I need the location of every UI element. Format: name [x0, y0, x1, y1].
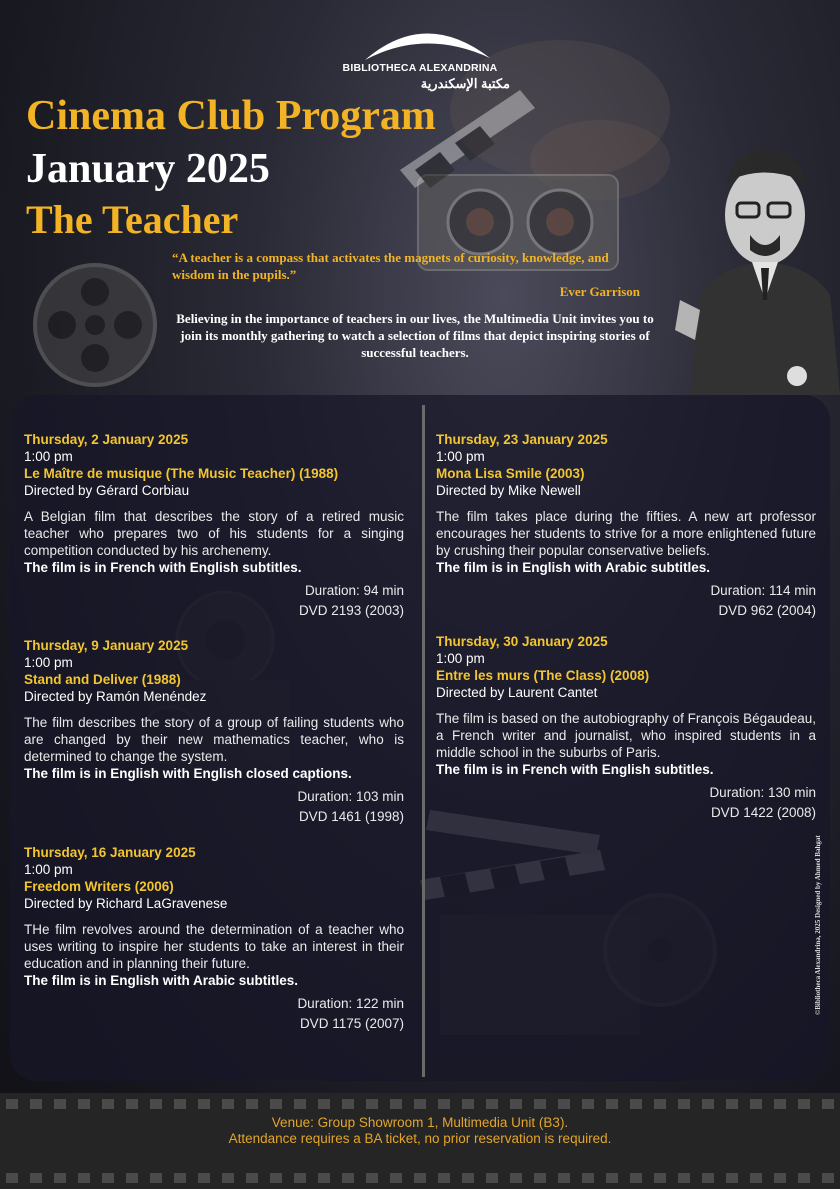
- film-title: Stand and Deliver (1988): [24, 672, 181, 687]
- logo: [330, 18, 510, 98]
- quote-text: “A teacher is a compass that activates the magnets of curiosity, knowledge, and wisdom in the pupils.”: [172, 250, 609, 282]
- film-description: The film takes place during the fifties. A new art professor encourages her students to strive for a more enlightened future by crushing their popular conservative beliefs.: [436, 509, 816, 558]
- film-time: 1:00 pm: [24, 449, 73, 464]
- teacher-illustration: [675, 150, 840, 395]
- film-dvd: DVD 1422 (2008): [710, 805, 816, 820]
- film-entry-1: [24, 431, 404, 619]
- film-dvd: DVD 962 (2004): [718, 603, 816, 618]
- film-duration: Duration: 122 min: [297, 996, 404, 1011]
- film-description: The film describes the story of a group of failing students who are changed by their new mathematics teacher, who is determined to change the system.: [24, 715, 404, 764]
- film-director: Directed by Gérard Corbiau: [24, 483, 190, 498]
- film-date: Thursday, 23 January 2025: [436, 432, 608, 447]
- film-entry-3: [24, 844, 404, 1032]
- film-title: Mona Lisa Smile (2003): [436, 466, 585, 481]
- film-time: 1:00 pm: [436, 449, 485, 464]
- film-description: A Belgian film that describes the story of a retired music teacher who prepares two of his students for a singing competition conducted by his archenemy.: [24, 509, 404, 558]
- attendance-text: Attendance requires a BA ticket, no prior reservation is required.: [228, 1131, 612, 1146]
- film-time: 1:00 pm: [24, 655, 73, 670]
- credit-text: ©Bibliotheca Alexandrina, 2025 Designed by Ahmed Bahgat: [814, 835, 822, 1015]
- film-language: The film is in English with English closed captions.: [24, 766, 352, 781]
- logo-name-ar: مكتبة الإسكندرية: [420, 76, 510, 91]
- film-date: Thursday, 30 January 2025: [436, 634, 608, 649]
- film-title: Freedom Writers (2006): [24, 879, 174, 894]
- film-dvd: DVD 1175 (2007): [299, 1016, 404, 1031]
- film-director: Directed by Ramón Menéndez: [24, 689, 207, 704]
- film-date: Thursday, 9 January 2025: [24, 638, 189, 653]
- quote-author: Ever Garrison: [559, 284, 640, 299]
- film-duration: Duration: 130 min: [709, 785, 816, 800]
- library-arch-icon: [330, 18, 510, 66]
- film-duration: Duration: 94 min: [304, 583, 404, 598]
- film-entry-2: [24, 637, 404, 825]
- venue-text: Venue: Group Showroom 1, Multimedia Unit (B3).: [271, 1115, 569, 1130]
- film-language: The film is in English with Arabic subtitles.: [436, 560, 711, 575]
- film-duration: Duration: 114 min: [710, 583, 816, 598]
- film-language: The film is in French with English subtitles.: [24, 560, 302, 575]
- film-language: The film is in French with English subtitles.: [436, 762, 714, 777]
- film-description: THe film revolves around the determination of a teacher who uses writing to inspire her students to take an interest in their education and in planning their future.: [24, 922, 404, 971]
- film-director: Directed by Richard LaGravenese: [24, 896, 228, 911]
- film-duration: Duration: 103 min: [297, 789, 404, 804]
- logo-name-en: BIBLIOTHECA ALEXANDRINA: [342, 62, 498, 74]
- film-title: Le Maître de musique (The Music Teacher) (1988): [24, 466, 339, 481]
- film-entry-4: [436, 431, 816, 619]
- film-time: 1:00 pm: [24, 862, 73, 877]
- film-language: The film is in English with Arabic subtitles.: [24, 973, 299, 988]
- film-date: Thursday, 16 January 2025: [24, 845, 196, 860]
- film-date: Thursday, 2 January 2025: [24, 432, 189, 447]
- column-divider: [422, 405, 425, 1077]
- intro-paragraph: Believing in the importance of teachers in our lives, the Multimedia Unit invites you to join its monthly gathering to watch a selection of films that depict inspiring stories of successful teachers.: [176, 311, 654, 360]
- film-strip-holes-bottom: [0, 1173, 840, 1183]
- film-strip-holes-top: [0, 1099, 840, 1109]
- film-director: Directed by Laurent Cantet: [436, 685, 598, 700]
- film-dvd: DVD 2193 (2003): [298, 603, 404, 618]
- film-title: Entre les murs (The Class) (2008): [436, 668, 650, 683]
- film-entry-5: [436, 633, 816, 821]
- film-reel-icon: [35, 265, 155, 385]
- page-subtitle-month: January 2025: [26, 146, 270, 192]
- film-director: Directed by Mike Newell: [436, 483, 581, 498]
- film-dvd: DVD 1461 (1998): [298, 809, 404, 824]
- film-time: 1:00 pm: [436, 651, 485, 666]
- page-title: Cinema Club Program: [26, 93, 436, 139]
- film-description: The film is based on the autobiography of François Bégaudeau, a French writer and journalist, who inspired students in a middle school in the suburbs of Paris.: [436, 711, 816, 760]
- design-credit: [812, 835, 828, 1020]
- page-theme: The Teacher: [26, 197, 239, 242]
